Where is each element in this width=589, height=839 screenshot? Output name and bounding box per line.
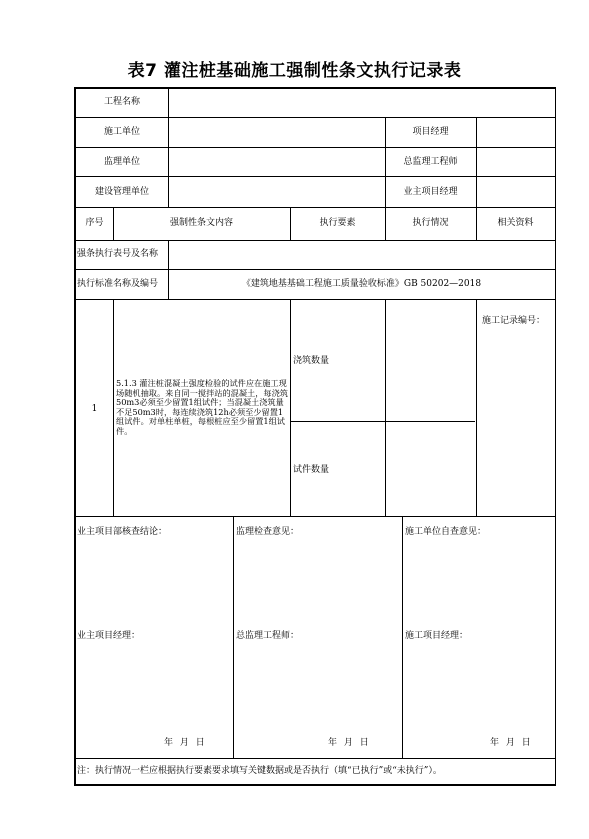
col-header-status: 执行情况 [412, 218, 449, 228]
standard-label: 执行标准名称及编号 [77, 279, 159, 289]
supervision-opinion-label: 监理检查意见： [236, 527, 300, 537]
construction-unit-label: 施工单位 [103, 127, 140, 137]
date-construction: 年 月 日 [490, 738, 531, 748]
table-right-border [555, 87, 556, 786]
owner-pm-label: 业主项目经理： [77, 631, 141, 641]
project-manager-label: 项目经理 [412, 127, 449, 137]
clause-text: 5.1.3 灌注桩混凝土强度检验的试件应在施工现场随机抽取。来自同一搅拌站的混凝土，每浇筑50m3必须至少留置1组试件；当混凝土浇筑量不足50m3时，每连续浇筑12h必须至少留置1组试件。对单柱单桩，每根桩应至少留置1组试件。 [116, 378, 288, 436]
chief-supervisor-sign-label: 总监理工程师： [236, 631, 300, 641]
col-header-no: 序号 [85, 218, 104, 228]
table-bottom-border [74, 784, 556, 786]
element-specimen-quantity: 试件数量 [293, 465, 330, 475]
col-header-requirement: 执行要素 [319, 218, 356, 228]
project-name-label: 工程名称 [103, 97, 140, 107]
owner-project-manager-label: 业主项目经理 [403, 187, 458, 197]
standard-value: 《建筑地基基础工程施工质量验收标准》GB 50202—2018 [241, 279, 482, 289]
item-number: 1 [91, 404, 98, 414]
element-pour-quantity: 浇筑数量 [293, 356, 330, 366]
supervision-unit-label: 监理单位 [103, 157, 140, 167]
table-top-border [74, 87, 556, 89]
chief-supervisor-label: 总监理工程师 [403, 157, 458, 167]
date-owner: 年 月 日 [164, 738, 205, 748]
record-number-label: 施工记录编号： [482, 316, 546, 326]
col-header-docs: 相关资料 [497, 218, 534, 228]
construction-opinion-label: 施工单位自查意见： [405, 527, 487, 537]
page-title: 表7 灌注桩基础施工强制性条文执行记录表 [127, 61, 462, 81]
col-header-content: 强制性条文内容 [169, 218, 233, 228]
construction-mgmt-unit-label: 建设管理单位 [94, 187, 149, 197]
footer-note: 注：执行情况一栏应根据执行要素要求填写关键数据或是否执行（填“已执行”或“未执行”）。 [77, 766, 442, 776]
table-no-label: 强条执行表号及名称 [77, 249, 159, 259]
construction-pm-label: 施工项目经理： [405, 631, 469, 641]
date-supervision: 年 月 日 [328, 738, 369, 748]
owner-conclusion-label: 业主项目部核查结论： [77, 527, 168, 537]
